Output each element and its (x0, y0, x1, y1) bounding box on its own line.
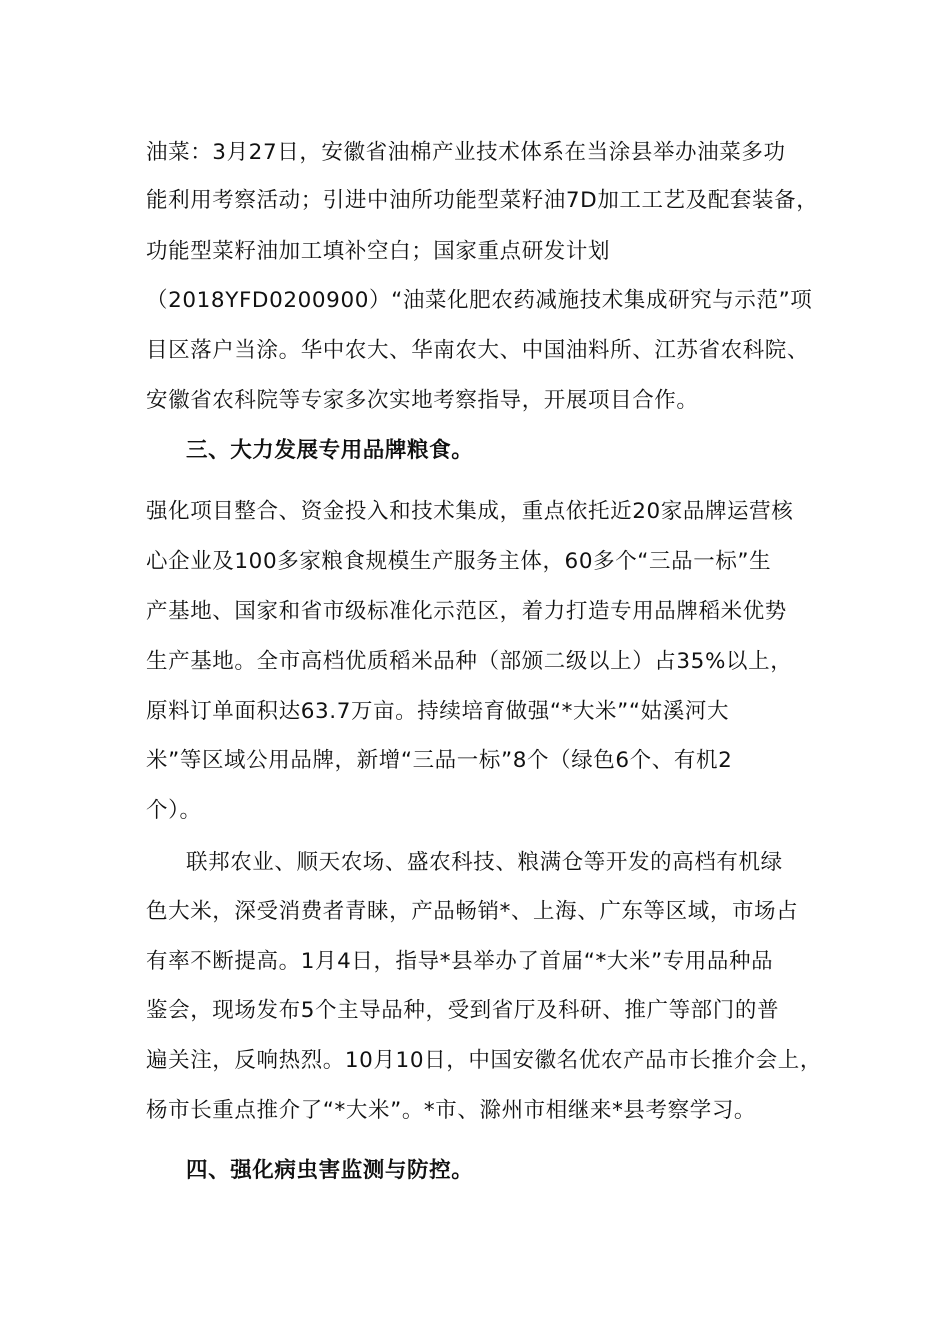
section-heading: 三、大力发展专用品牌粮食。 (186, 438, 474, 463)
text-line: 有率不断提高。1月4日，指导*县举办了首届“*大米”专用品种品 (146, 949, 774, 974)
text-line: 油菜：3月27日，安徽省油棉产业技术体系在当涂县举办油菜多功 (146, 140, 786, 165)
text-line: 杨市长重点推介了“*大米”。*市、滁州市相继来*县考察学习。 (146, 1098, 757, 1123)
text-line: 鉴会，现场发布5个主导品种，受到省厅及科研、推广等部门的普 (146, 998, 780, 1023)
text-line: 能利用考察活动；引进中油所功能型菜籽油7D加工工艺及配套装备， (146, 188, 819, 213)
text-line: （2018YFD0200900）“油菜化肥农药减施技术集成研究与示范”项 (146, 288, 813, 313)
text-line: 心企业及100多家粮食规模生产服务主体，60多个“三品一标”生 (146, 549, 772, 574)
text-line: 米”等区域公用品牌，新增“三品一标”8个（绿色6个、有机2 (146, 748, 733, 773)
text-line: 安徽省农科院等专家多次实地考察指导，开展项目合作。 (146, 388, 699, 413)
text-line: 联邦农业、顺天农场、盛农科技、粮满仓等开发的高档有机绿 (186, 850, 783, 875)
text-line: 功能型菜籽油加工填补空白；国家重点研发计划 (146, 239, 611, 264)
text-line: 产基地、国家和省市级标准化示范区，着力打造专用品牌稻米优势 (146, 599, 787, 624)
section-heading: 四、强化病虫害监测与防控。 (186, 1158, 474, 1183)
text-line: 遍关注，反响热烈。10月10日，中国安徽名优农产品市长推介会上， (146, 1048, 822, 1073)
text-line: 色大米，深受消费者青睐，产品畅销*、上海、广东等区域，市场占 (146, 899, 799, 924)
text-line: 目区落户当涂。华中农大、华南农大、中国油料所、江苏省农科院、 (146, 338, 810, 363)
text-line: 生产基地。全市高档优质稻米品种（部颁二级以上）占35%以上， (146, 649, 793, 674)
text-line: 个）。 (146, 798, 202, 823)
text-line: 原料订单面积达63.7万亩。持续培育做强“*大米”“姑溪河大 (146, 699, 730, 724)
text-line: 强化项目整合、资金投入和技术集成，重点依托近20家品牌运营核 (146, 499, 794, 524)
